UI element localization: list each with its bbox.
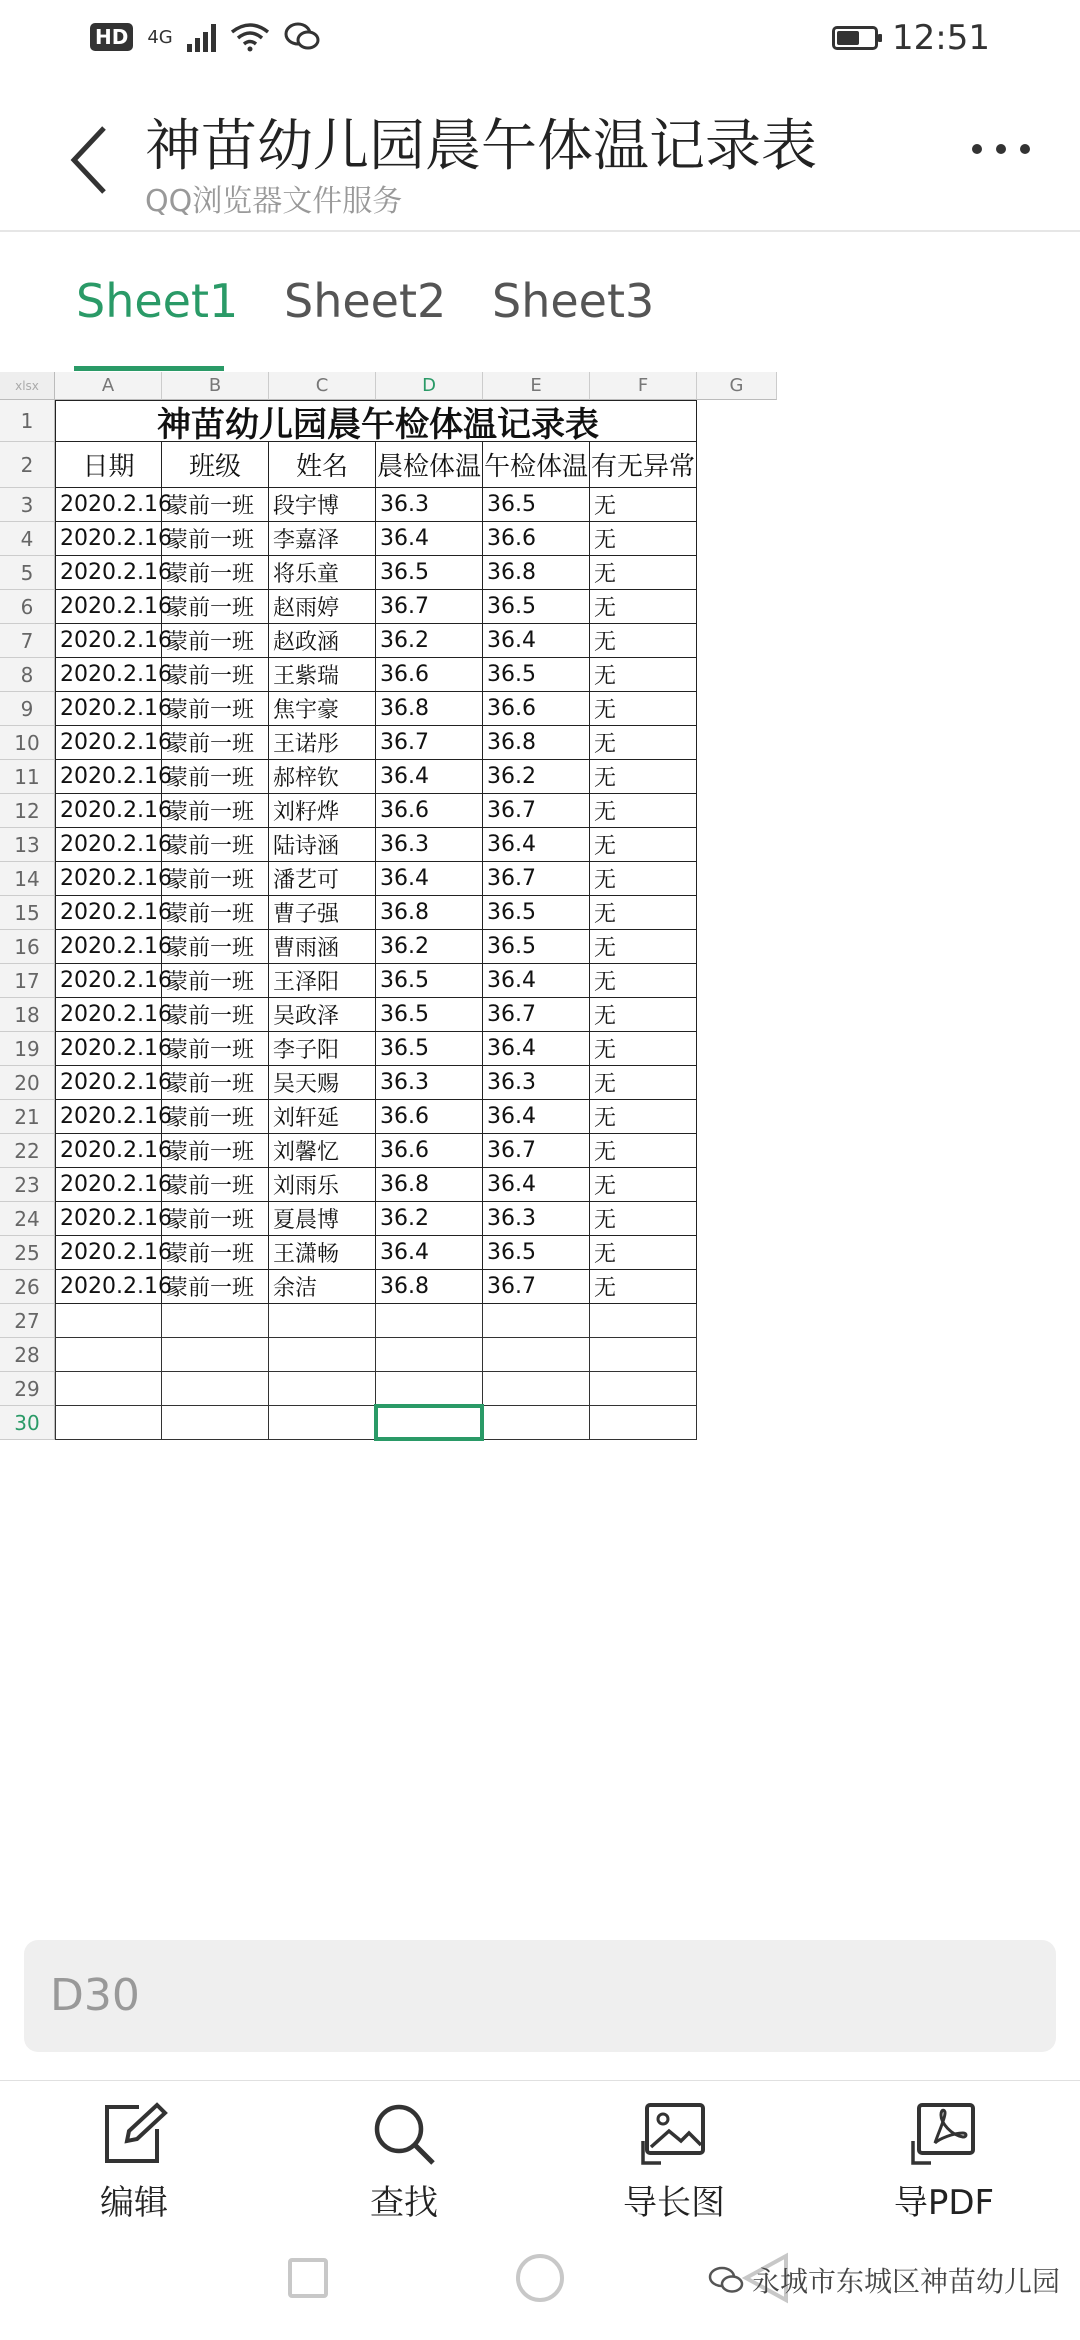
data-cell[interactable]: 余洁 (269, 1270, 376, 1304)
tab-sheet2[interactable]: Sheet2 (284, 274, 447, 328)
wechat-icon (284, 22, 320, 52)
row-header[interactable]: 27 (0, 1304, 55, 1338)
export-image-label: 导长图 (623, 2183, 725, 2223)
data-cell[interactable]: 刘雨乐 (269, 1168, 376, 1202)
status-left (90, 22, 320, 52)
data-cell[interactable]: 36.5 (376, 556, 483, 590)
data-cell[interactable]: 36.4 (376, 862, 483, 896)
data-cell[interactable]: 无 (590, 930, 697, 964)
data-cell[interactable]: 36.3 (376, 828, 483, 862)
data-cell[interactable]: 蒙前一班 (162, 556, 269, 590)
row-header[interactable]: 20 (0, 1066, 55, 1100)
data-cell[interactable]: 2020.2.16 (55, 1236, 162, 1270)
data-cell[interactable]: 2020.2.16 (55, 1134, 162, 1168)
data-cell[interactable]: 蒙前一班 (162, 658, 269, 692)
empty-cell[interactable] (590, 1304, 697, 1338)
data-cell[interactable]: 36.4 (483, 964, 590, 998)
data-cell[interactable]: 王泽阳 (269, 964, 376, 998)
data-cell[interactable]: 王诺彤 (269, 726, 376, 760)
data-cell[interactable]: 36.6 (376, 794, 483, 828)
data-cell[interactable]: 无 (590, 1270, 697, 1304)
data-cell[interactable]: 无 (590, 1134, 697, 1168)
data-cell[interactable]: 刘馨忆 (269, 1134, 376, 1168)
data-cell[interactable]: 36.6 (376, 658, 483, 692)
data-cell[interactable]: 36.3 (376, 1066, 483, 1100)
row-header[interactable]: 17 (0, 964, 55, 998)
row-header[interactable]: 4 (0, 522, 55, 556)
empty-cell[interactable] (483, 1406, 590, 1440)
data-cell[interactable]: 蒙前一班 (162, 998, 269, 1032)
row-header[interactable]: 9 (0, 692, 55, 726)
data-cell[interactable]: 36.6 (483, 692, 590, 726)
data-cell[interactable]: 赵雨婷 (269, 590, 376, 624)
data-cell[interactable]: 36.4 (376, 760, 483, 794)
data-cell[interactable]: 36.7 (483, 794, 590, 828)
empty-cell[interactable] (590, 1338, 697, 1372)
data-cell[interactable]: 2020.2.16 (55, 862, 162, 896)
empty-cell[interactable] (376, 1372, 483, 1406)
data-cell[interactable]: 焦宇豪 (269, 692, 376, 726)
data-cell[interactable]: 2020.2.16 (55, 1270, 162, 1304)
data-cell[interactable]: 蒙前一班 (162, 522, 269, 556)
page-title: 神苗幼儿园晨午体温记录表 (145, 114, 817, 179)
export-pdf-button[interactable] (854, 2101, 1034, 2224)
empty-cell[interactable] (269, 1406, 376, 1440)
data-cell[interactable]: 2020.2.16 (55, 760, 162, 794)
row-header[interactable]: 11 (0, 760, 55, 794)
empty-cell[interactable] (55, 1406, 162, 1440)
export-image-button[interactable] (584, 2101, 764, 2224)
empty-cell[interactable] (590, 1372, 697, 1406)
data-cell[interactable]: 曹子强 (269, 896, 376, 930)
data-cell[interactable]: 蒙前一班 (162, 1134, 269, 1168)
empty-cell[interactable] (269, 1338, 376, 1372)
data-cell[interactable]: 2020.2.16 (55, 998, 162, 1032)
data-cell[interactable]: 蒙前一班 (162, 488, 269, 522)
selected-cell-highlight (374, 1404, 484, 1441)
data-cell[interactable]: 蒙前一班 (162, 760, 269, 794)
row-header[interactable]: 15 (0, 896, 55, 930)
empty-cell[interactable] (162, 1372, 269, 1406)
data-cell[interactable]: 无 (590, 1202, 697, 1236)
title-bar (0, 90, 1080, 232)
data-cell[interactable]: 36.4 (483, 1032, 590, 1066)
data-cell[interactable]: 36.7 (376, 726, 483, 760)
data-cell[interactable]: 蒙前一班 (162, 828, 269, 862)
data-cell[interactable]: 2020.2.16 (55, 488, 162, 522)
data-cell[interactable]: 36.5 (483, 658, 590, 692)
data-cell[interactable]: 36.7 (376, 590, 483, 624)
data-cell[interactable]: 2020.2.16 (55, 1100, 162, 1134)
data-cell[interactable]: 吴政泽 (269, 998, 376, 1032)
wechat-logo-icon (708, 2266, 744, 2294)
watermark-text: 永城市东城区神苗幼儿园 (751, 2265, 1060, 2298)
data-cell[interactable]: 无 (590, 794, 697, 828)
data-cell[interactable]: 蒙前一班 (162, 1032, 269, 1066)
column-title-cell[interactable]: 午检体温 (483, 442, 590, 488)
column-title-cell[interactable]: 姓名 (269, 442, 376, 488)
empty-cell[interactable] (55, 1372, 162, 1406)
column-header-d[interactable]: D (376, 372, 483, 400)
data-cell[interactable]: 2020.2.16 (55, 590, 162, 624)
search-label: 查找 (370, 2183, 438, 2223)
data-cell[interactable]: 王紫瑞 (269, 658, 376, 692)
data-cell[interactable]: 郝梓钦 (269, 760, 376, 794)
row-header[interactable]: 14 (0, 862, 55, 896)
data-cell[interactable]: 2020.2.16 (55, 828, 162, 862)
recent-apps-icon[interactable] (288, 2258, 328, 2298)
active-tab-indicator (74, 366, 224, 371)
column-header-b[interactable]: B (162, 372, 269, 400)
data-cell[interactable]: 2020.2.16 (55, 964, 162, 998)
data-cell[interactable]: 蒙前一班 (162, 1066, 269, 1100)
data-cell[interactable]: 蒙前一班 (162, 1100, 269, 1134)
empty-cell[interactable] (162, 1406, 269, 1440)
data-cell[interactable]: 将乐童 (269, 556, 376, 590)
row-header[interactable]: 26 (0, 1270, 55, 1304)
data-cell[interactable]: 36.5 (376, 998, 483, 1032)
data-cell[interactable]: 36.8 (376, 692, 483, 726)
data-cell[interactable]: 蒙前一班 (162, 1270, 269, 1304)
row-header[interactable]: 2 (0, 442, 55, 488)
data-cell[interactable]: 2020.2.16 (55, 692, 162, 726)
empty-cell[interactable] (590, 1406, 697, 1440)
data-cell[interactable]: 陆诗涵 (269, 828, 376, 862)
data-cell[interactable]: 36.8 (376, 1168, 483, 1202)
status-bar (0, 0, 1080, 90)
data-cell[interactable]: 2020.2.16 (55, 624, 162, 658)
data-cell[interactable]: 36.5 (483, 488, 590, 522)
column-header-f[interactable]: F (590, 372, 697, 400)
search-button[interactable] (314, 2101, 494, 2224)
row-header[interactable]: 25 (0, 1236, 55, 1270)
data-cell[interactable]: 2020.2.16 (55, 658, 162, 692)
empty-cell[interactable] (269, 1304, 376, 1338)
data-cell[interactable]: 36.6 (376, 1100, 483, 1134)
data-cell[interactable]: 36.7 (483, 1134, 590, 1168)
data-cell[interactable]: 36.2 (376, 624, 483, 658)
data-cell[interactable]: 2020.2.16 (55, 1032, 162, 1066)
data-cell[interactable]: 2020.2.16 (55, 1202, 162, 1236)
sheet-title-cell[interactable]: 神苗幼儿园晨午检体温记录表 (55, 400, 697, 442)
data-cell[interactable]: 蒙前一班 (162, 1236, 269, 1270)
row-header[interactable]: 12 (0, 794, 55, 828)
row-header[interactable]: 3 (0, 488, 55, 522)
data-cell[interactable]: 36.8 (376, 896, 483, 930)
row-header[interactable]: 30 (0, 1406, 55, 1440)
cell-reference-box[interactable] (24, 1940, 1056, 2052)
data-cell[interactable]: 无 (590, 488, 697, 522)
data-cell[interactable]: 无 (590, 1236, 697, 1270)
data-cell[interactable]: 蒙前一班 (162, 896, 269, 930)
row-header[interactable]: 24 (0, 1202, 55, 1236)
empty-cell[interactable] (376, 1338, 483, 1372)
data-cell[interactable]: 无 (590, 590, 697, 624)
data-cell[interactable]: 无 (590, 1032, 697, 1066)
data-cell[interactable]: 段宇博 (269, 488, 376, 522)
data-cell[interactable]: 蒙前一班 (162, 624, 269, 658)
bottom-toolbar (0, 2080, 1080, 2231)
empty-cell[interactable] (162, 1304, 269, 1338)
empty-cell[interactable] (483, 1372, 590, 1406)
tab-sheet1[interactable]: Sheet1 (76, 274, 239, 328)
cell-reference-value: D30 (50, 1970, 140, 2021)
data-cell[interactable]: 2020.2.16 (55, 896, 162, 930)
clock: 12:51 (892, 18, 990, 58)
row-header[interactable]: 28 (0, 1338, 55, 1372)
data-cell[interactable]: 36.8 (376, 1270, 483, 1304)
wifi-icon (230, 22, 270, 52)
select-all-corner[interactable]: xlsx (0, 372, 55, 400)
row-header[interactable]: 16 (0, 930, 55, 964)
data-cell[interactable]: 无 (590, 522, 697, 556)
data-cell[interactable]: 36.4 (376, 522, 483, 556)
data-cell[interactable]: 无 (590, 964, 697, 998)
export-image-icon (639, 2101, 709, 2167)
data-cell[interactable]: 2020.2.16 (55, 556, 162, 590)
empty-cell[interactable] (483, 1304, 590, 1338)
column-header-g[interactable]: G (697, 372, 777, 400)
data-cell[interactable]: 李子阳 (269, 1032, 376, 1066)
data-cell[interactable]: 36.5 (483, 896, 590, 930)
data-cell[interactable]: 无 (590, 760, 697, 794)
data-cell[interactable]: 36.4 (483, 624, 590, 658)
data-cell[interactable]: 36.5 (483, 930, 590, 964)
data-cell[interactable]: 蒙前一班 (162, 794, 269, 828)
data-cell[interactable]: 蒙前一班 (162, 1168, 269, 1202)
row-header[interactable]: 6 (0, 590, 55, 624)
system-nav-bar (0, 2230, 1080, 2340)
data-cell[interactable]: 36.7 (483, 862, 590, 896)
data-cell[interactable]: 无 (590, 1168, 697, 1202)
empty-cell[interactable] (55, 1304, 162, 1338)
data-cell[interactable]: 夏晨博 (269, 1202, 376, 1236)
column-title-cell[interactable]: 班级 (162, 442, 269, 488)
column-title-cell[interactable]: 晨检体温 (376, 442, 483, 488)
data-cell[interactable]: 吴天赐 (269, 1066, 376, 1100)
row-header[interactable]: 8 (0, 658, 55, 692)
data-cell[interactable]: 36.5 (376, 1032, 483, 1066)
data-cell[interactable]: 无 (590, 692, 697, 726)
data-cell[interactable]: 36.5 (376, 964, 483, 998)
edit-button[interactable] (44, 2101, 224, 2224)
row-header[interactable]: 10 (0, 726, 55, 760)
export-pdf-icon (909, 2101, 979, 2167)
data-cell[interactable]: 无 (590, 862, 697, 896)
data-cell[interactable]: 潘艺可 (269, 862, 376, 896)
row-header[interactable]: 22 (0, 1134, 55, 1168)
data-cell[interactable]: 36.3 (483, 1066, 590, 1100)
data-cell[interactable]: 2020.2.16 (55, 522, 162, 556)
row-header[interactable]: 19 (0, 1032, 55, 1066)
data-cell[interactable]: 36.7 (483, 998, 590, 1032)
empty-cell[interactable] (55, 1338, 162, 1372)
data-cell[interactable]: 刘籽烨 (269, 794, 376, 828)
data-cell[interactable]: 36.4 (376, 1236, 483, 1270)
edit-label: 编辑 (100, 2183, 168, 2223)
data-cell[interactable]: 李嘉泽 (269, 522, 376, 556)
data-cell[interactable]: 无 (590, 726, 697, 760)
data-cell[interactable]: 赵政涵 (269, 624, 376, 658)
data-cell[interactable]: 36.3 (376, 488, 483, 522)
data-cell[interactable]: 36.8 (483, 726, 590, 760)
data-cell[interactable]: 刘轩延 (269, 1100, 376, 1134)
row-header[interactable]: 5 (0, 556, 55, 590)
data-cell[interactable]: 无 (590, 896, 697, 930)
data-cell[interactable]: 蒙前一班 (162, 930, 269, 964)
data-cell[interactable]: 36.8 (483, 556, 590, 590)
signal-icon (187, 22, 216, 52)
data-cell[interactable]: 2020.2.16 (55, 930, 162, 964)
data-cell[interactable]: 无 (590, 658, 697, 692)
data-cell[interactable]: 2020.2.16 (55, 1168, 162, 1202)
row-header[interactable]: 23 (0, 1168, 55, 1202)
data-cell[interactable]: 36.5 (483, 590, 590, 624)
hd-badge: HD (90, 23, 133, 51)
empty-cell[interactable] (483, 1338, 590, 1372)
data-cell[interactable]: 2020.2.16 (55, 794, 162, 828)
column-header-e[interactable]: E (483, 372, 590, 400)
data-cell[interactable]: 蒙前一班 (162, 692, 269, 726)
empty-cell[interactable] (162, 1338, 269, 1372)
data-cell[interactable]: 蒙前一班 (162, 590, 269, 624)
network-type: 4G (147, 26, 173, 48)
empty-cell[interactable] (269, 1372, 376, 1406)
search-icon (369, 2101, 439, 2167)
page-subtitle: QQ浏览器文件服务 (145, 184, 403, 219)
data-cell[interactable]: 蒙前一班 (162, 726, 269, 760)
data-cell[interactable]: 36.2 (483, 760, 590, 794)
column-title-cell[interactable]: 日期 (55, 442, 162, 488)
data-cell[interactable]: 36.4 (483, 1100, 590, 1134)
data-cell[interactable]: 蒙前一班 (162, 862, 269, 896)
data-cell[interactable]: 36.6 (483, 522, 590, 556)
battery-icon (832, 26, 878, 50)
data-cell[interactable]: 无 (590, 828, 697, 862)
column-header-c[interactable]: C (269, 372, 376, 400)
row-header[interactable]: 13 (0, 828, 55, 862)
data-cell[interactable]: 2020.2.16 (55, 726, 162, 760)
data-cell[interactable]: 王潇畅 (269, 1236, 376, 1270)
data-cell[interactable]: 无 (590, 624, 697, 658)
back-arrow-icon[interactable] (62, 120, 122, 200)
export-pdf-label: 导PDF (893, 2183, 995, 2223)
empty-cell[interactable] (376, 1304, 483, 1338)
row-header[interactable]: 1 (0, 400, 55, 442)
data-cell[interactable]: 蒙前一班 (162, 964, 269, 998)
row-header[interactable]: 18 (0, 998, 55, 1032)
row-header[interactable]: 7 (0, 624, 55, 658)
spreadsheet-grid[interactable] (0, 372, 1080, 1917)
data-cell[interactable]: 蒙前一班 (162, 1202, 269, 1236)
data-cell[interactable]: 无 (590, 1100, 697, 1134)
data-cell[interactable]: 无 (590, 1066, 697, 1100)
row-header[interactable]: 29 (0, 1372, 55, 1406)
more-options-icon[interactable] (972, 144, 1030, 154)
column-title-cell[interactable]: 有无异常 (590, 442, 697, 488)
status-right (832, 18, 990, 58)
data-cell[interactable]: 36.2 (376, 930, 483, 964)
tab-sheet3[interactable]: Sheet3 (492, 274, 655, 328)
data-cell[interactable]: 36.2 (376, 1202, 483, 1236)
column-header-a[interactable]: A (55, 372, 162, 400)
data-cell[interactable]: 36.6 (376, 1134, 483, 1168)
data-cell[interactable]: 36.4 (483, 1168, 590, 1202)
data-cell[interactable]: 36.4 (483, 828, 590, 862)
data-cell[interactable]: 36.5 (483, 1236, 590, 1270)
sheet-tabs (0, 232, 1080, 372)
home-icon[interactable] (516, 2254, 564, 2302)
data-cell[interactable]: 2020.2.16 (55, 1066, 162, 1100)
data-cell[interactable]: 无 (590, 998, 697, 1032)
data-cell[interactable]: 无 (590, 556, 697, 590)
data-cell[interactable]: 36.7 (483, 1270, 590, 1304)
data-cell[interactable]: 36.3 (483, 1202, 590, 1236)
watermark (708, 2260, 1060, 2300)
data-cell[interactable]: 曹雨涵 (269, 930, 376, 964)
edit-icon (99, 2101, 169, 2167)
row-header[interactable]: 21 (0, 1100, 55, 1134)
